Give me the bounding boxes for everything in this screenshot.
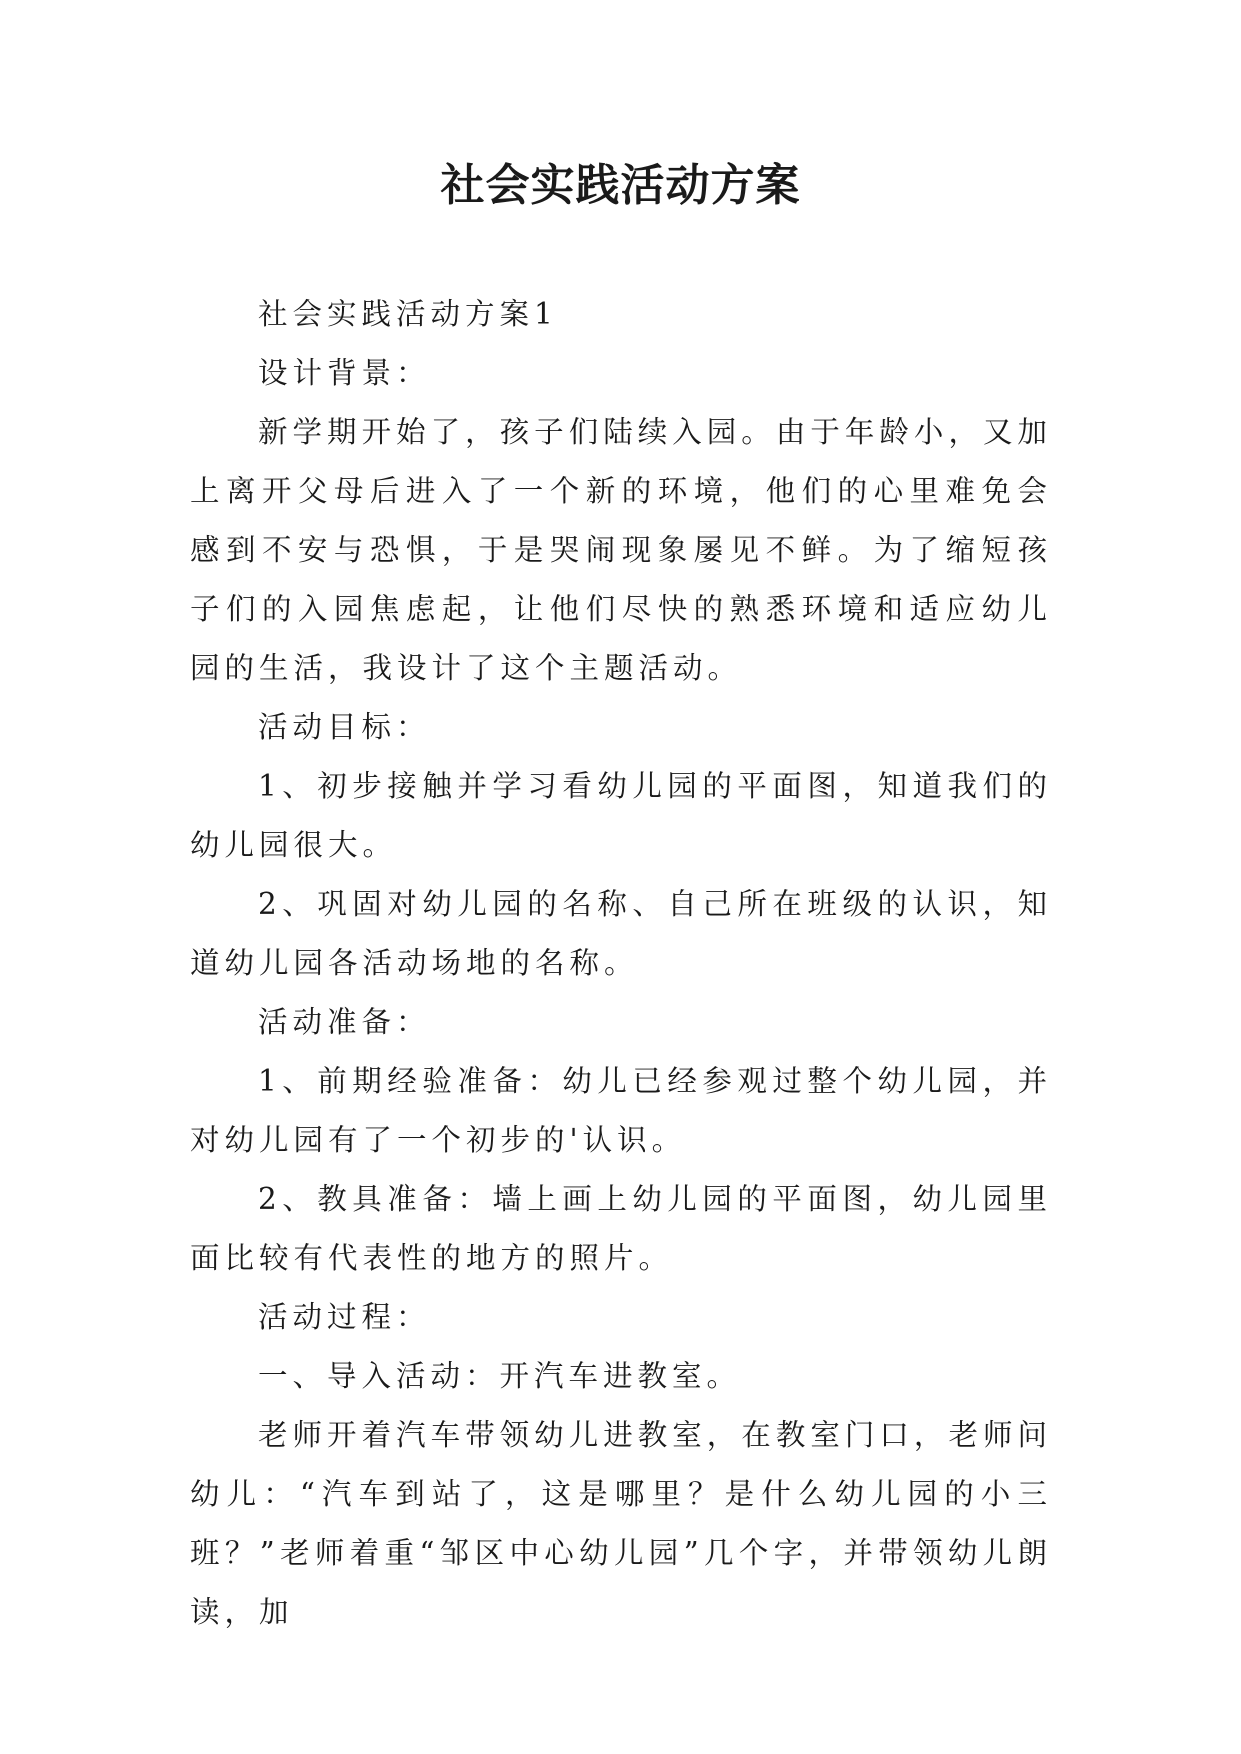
- preparation-item-2: 2、教具准备：墙上画上幼儿园的平面图，幼儿园里面比较有代表性的地方的照片。: [190, 1182, 1052, 1275]
- document-title: 社会实践活动方案: [440, 160, 801, 211]
- paragraph-process-detail: 老师开着汽车带领幼儿进教室，在教室门口，老师问幼儿：“汽车到站了，这是哪里？是什么幼儿园的小三班？”老师着重“邹区中心幼儿园”几个字，并带领幼儿朗读，加: [190, 1418, 1052, 1629]
- document-body: [190, 285, 1052, 1642]
- subheading-background: 设计背景：: [258, 356, 431, 390]
- goal-item-1: 1、初步接触并学习看幼儿园的平面图，知道我们的幼儿园很大。: [190, 769, 1052, 862]
- goal-item-2: 2、巩固对幼儿园的名称、自己所在班级的认识，知道幼儿园各活动场地的名称。: [190, 887, 1052, 980]
- process-step-1: 一、导入活动：开汽车进教室。: [258, 1359, 742, 1393]
- preparation-item-1: 1、前期经验准备：幼儿已经参观过整个幼儿园，并对幼儿园有了一个初步的'认识。: [190, 1064, 1052, 1157]
- subheading-preparation: 活动准备：: [258, 1005, 431, 1039]
- subheading-goals: 活动目标：: [258, 710, 431, 744]
- paragraph-background: 新学期开始了，孩子们陆续入园。由于年龄小，又加上离开父母后进入了一个新的环境，他们的心里难免会感到不安与恐惧，于是哭闹现象屡见不鲜。为了缩短孩子们的入园焦虑起，让他们尽快的熟悉环境和适应幼儿园的生活，我设计了这个主题活动。: [190, 415, 1052, 685]
- section-heading: 社会实践活动方案1: [258, 297, 558, 331]
- subheading-process: 活动过程：: [258, 1300, 431, 1334]
